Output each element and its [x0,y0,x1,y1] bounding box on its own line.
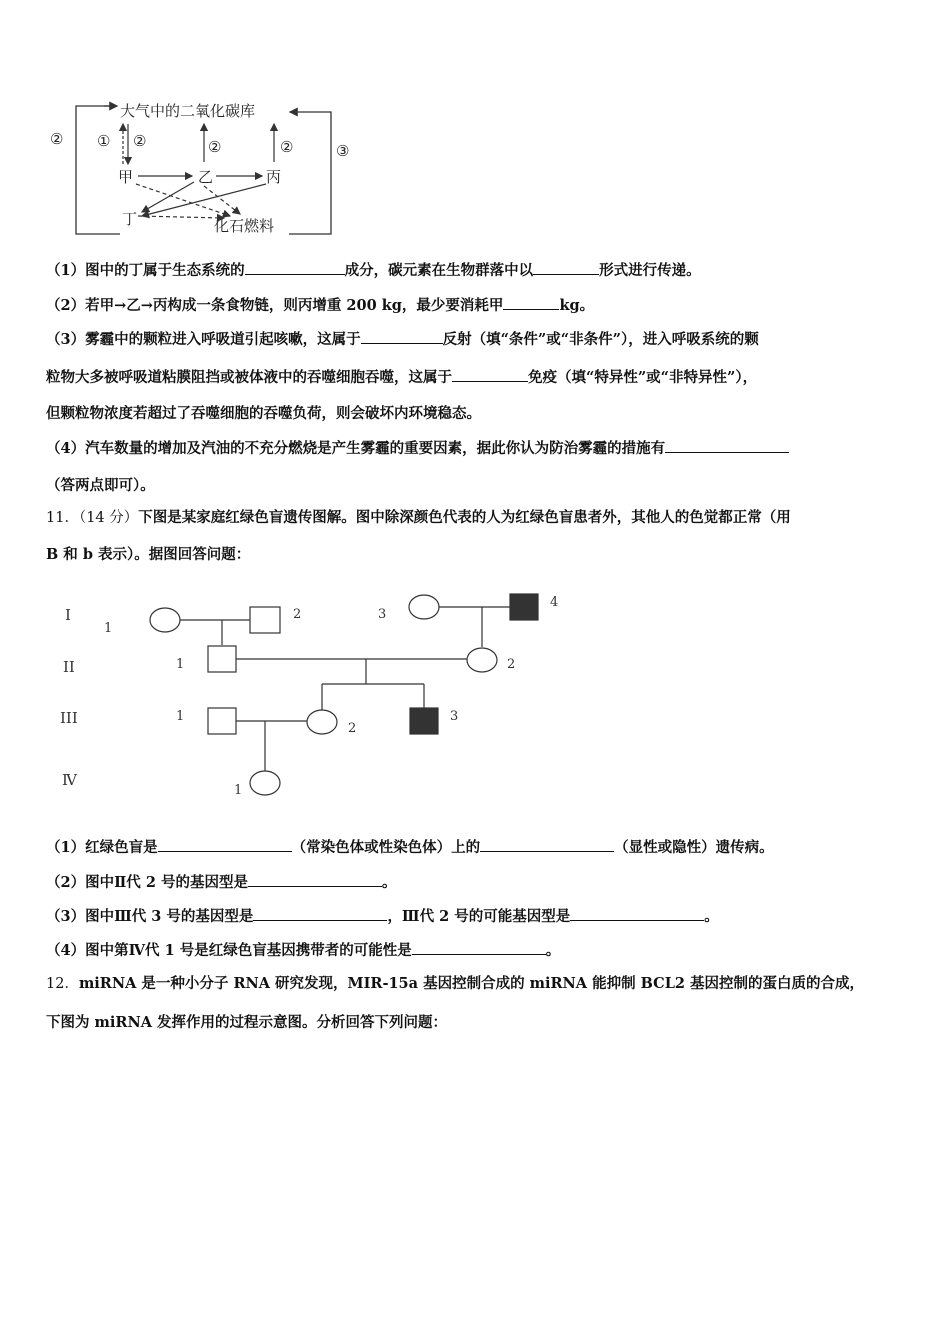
g3-3-label: 3 [450,709,459,724]
g1-3-label: 3 [378,607,387,622]
q11-stem-line1: 11．（14 分）下图是某家庭红绿色盲遗传图解。图中除深颜色代表的人为红绿色盲患者外，其他人的色觉都正常（用 [46,509,791,526]
q10-part3-line1: （3）雾霾中的颗粒进入呼吸道引起咳嗽，这属于 反射（填“条件”或“非条件”），进入呼吸系统的颗 [46,331,759,348]
g1-1-female [150,608,180,632]
node-bing: 丙 [266,168,282,186]
q11-part4: （4）图中第Ⅳ代 1 号是红绿色盲基因携带者的可能性是 。 [46,942,561,959]
q10-part3-line2: 粒物大多被呼吸道粘膜阻挡或被体液中的吞噬细胞吞噬，这属于 免疫（填“特异性”或“非特异性”）， [46,369,758,386]
marker-right-3: ③ [336,142,350,160]
q10-part2: （2）若甲→乙→丙构成一条食物链，则丙增重 200 kg，最少要消耗甲 kg。 [46,297,595,314]
g2-1-label: 1 [176,657,185,672]
g3-1-male [208,708,236,734]
node-jia: 甲 [118,168,134,186]
g2-1-male [208,646,236,672]
g1-4-male-affected [510,594,538,620]
gen-label-I: I [65,606,71,624]
q11-part2: （2）图中Ⅱ代 2 号的基因型是 。 [46,874,397,891]
marker-1: ① [97,132,111,150]
g2-2-female [467,648,497,672]
q10-part4-line2: （答两点即可）。 [46,477,155,494]
g3-2-label: 2 [348,721,357,736]
gen-label-II: II [63,658,75,676]
g4-1-female [250,771,280,795]
node-yi: 乙 [198,168,214,186]
marker-2a: ② [133,132,147,150]
carbon-cycle-diagram [44,94,364,244]
g3-2-female [307,710,337,734]
gen-label-IV: Ⅳ [62,771,77,789]
q11-stem-line2: B 和 b 表示）。据图回答问题： [46,546,251,563]
reservoir-label: 大气中的二氧化碳库 [120,102,256,120]
q12-stem-line2: 下图为 miRNA 发挥作用的过程示意图。分析回答下列问题： [46,1014,447,1031]
q10-part1: （1）图中的丁属于生态系统的 成分，碳元素在生物群落中以 形式进行传递。 [46,262,701,279]
g1-1-label: 1 [104,621,113,636]
gen-label-III: III [60,709,78,727]
marker-2c: ② [280,138,294,156]
q12-stem-line1: 12．miRNA 是一种小分子 RNA 研究发现，MIR-15a 基因控制合成的 miRNA 能抑制 BCL2 基因控制的蛋白质的合成， [46,975,865,992]
marker-2b: ② [208,138,222,156]
g3-1-label: 1 [176,709,185,724]
q10-part3-line3: 但颗粒物浓度若超过了吞噬细胞的吞噬负荷，则会破坏内环境稳态。 [46,405,481,422]
node-ding: 丁 [122,210,138,228]
q11-part3: （3）图中Ⅲ代 3 号的基因型是 ，Ⅲ代 2 号的可能基因型是 。 [46,908,719,925]
g2-2-label: 2 [507,657,516,672]
g1-4-label: 4 [550,595,559,610]
g1-2-male [250,607,280,633]
g1-2-label: 2 [293,607,302,622]
g4-1-label: 1 [234,783,243,798]
q10-part4-line1: （4）汽车数量的增加及汽油的不充分燃烧是产生雾霾的重要因素，据此你认为防治雾霾的措施有 [46,438,789,459]
pedigree-chart [0,580,620,810]
q11-part1: （1）红绿色盲是 （常染色体或性染色体）上的 （显性或隐性）遗传病。 [46,839,774,856]
node-fuel: 化石燃料 [214,217,275,235]
g1-3-female [409,595,439,619]
marker-left-2: ② [50,130,64,148]
g3-3-male-affected [410,708,438,734]
